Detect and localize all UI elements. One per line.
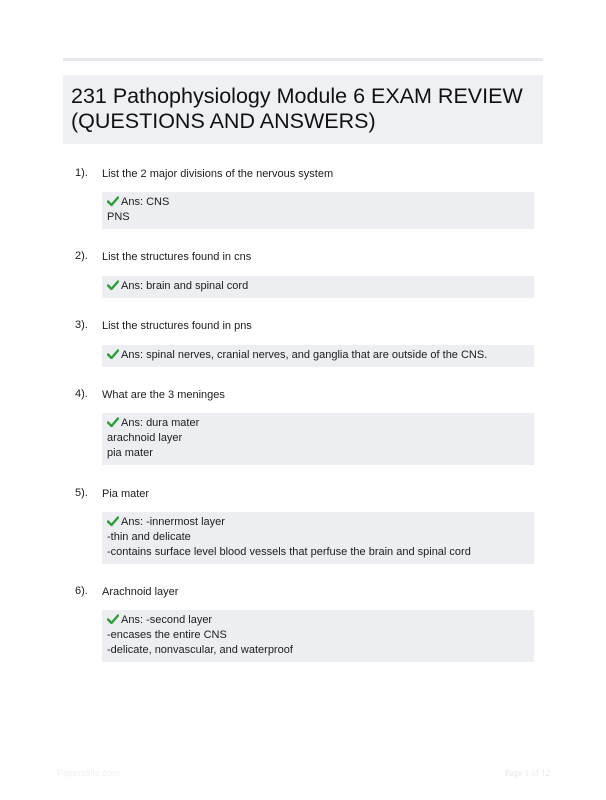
checkmark-icon: [107, 516, 119, 526]
top-divider: [63, 58, 543, 61]
checkmark-icon: [107, 614, 119, 624]
answer-line: -delicate, nonvascular, and waterproof: [107, 644, 293, 656]
answer-line: arachnoid layer: [107, 432, 183, 444]
checkmark-icon: [107, 196, 119, 206]
answer-line: [107, 279, 529, 294]
question-number: 2).: [75, 250, 88, 262]
title-line-1: 231 Pathophysiology Module 6 EXAM REVIEW: [71, 84, 523, 108]
checkmark-icon: [107, 417, 119, 427]
checkmark-icon: [107, 280, 119, 290]
answer-line: [107, 416, 529, 431]
answer-box: [102, 192, 534, 229]
question-text: What are the 3 meninges: [102, 389, 225, 401]
question-number: 4).: [75, 388, 88, 400]
answer-text: Ans: -second layer: [121, 614, 213, 626]
answer-line: [107, 515, 529, 530]
checkmark-icon: [107, 349, 119, 359]
answer-line: -contains surface level blood vessels that perfuse the brain and spinal cord: [107, 546, 471, 558]
answer-line: [107, 348, 529, 363]
answer-line: -encases the entire CNS: [107, 629, 227, 641]
question-number: 3).: [75, 319, 88, 331]
answer-line: PNS: [107, 211, 130, 223]
answer-box: [102, 512, 534, 564]
title-banner: [63, 75, 543, 144]
question-text: Pia mater: [102, 488, 150, 500]
question-text: Arachnoid layer: [102, 586, 179, 598]
footer-watermark: Papers8ite.com: [57, 768, 120, 778]
answer-box: [102, 610, 534, 662]
answer-line: -thin and delicate: [107, 531, 191, 543]
answer-text: Ans: dura mater: [121, 417, 200, 429]
answer-box: [102, 413, 534, 465]
answer-text: Ans: -innermost layer: [121, 516, 225, 528]
answer-box: [102, 276, 534, 298]
question-text: List the structures found in cns: [102, 251, 252, 263]
answer-text: Ans: spinal nerves, cranial nerves, and ganglia that are outside of the CNS.: [121, 349, 488, 361]
answer-line: [107, 195, 529, 210]
answer-text: Ans: CNS: [121, 196, 170, 208]
question-text: List the structures found in pns: [102, 320, 252, 332]
question-number: 5).: [75, 487, 88, 499]
answer-line: pia mater: [107, 447, 153, 459]
question-number: 6).: [75, 585, 88, 597]
question-number: 1).: [75, 167, 88, 179]
answer-box: [102, 345, 534, 367]
answer-text: Ans: brain and spinal cord: [121, 280, 249, 292]
document-title: [71, 84, 535, 134]
answer-line: [107, 613, 529, 628]
question-text: List the 2 major divisions of the nervous system: [102, 168, 334, 180]
title-line-2: (QUESTIONS AND ANSWERS): [71, 109, 376, 133]
page-number: Page 1 of 12: [504, 768, 550, 778]
